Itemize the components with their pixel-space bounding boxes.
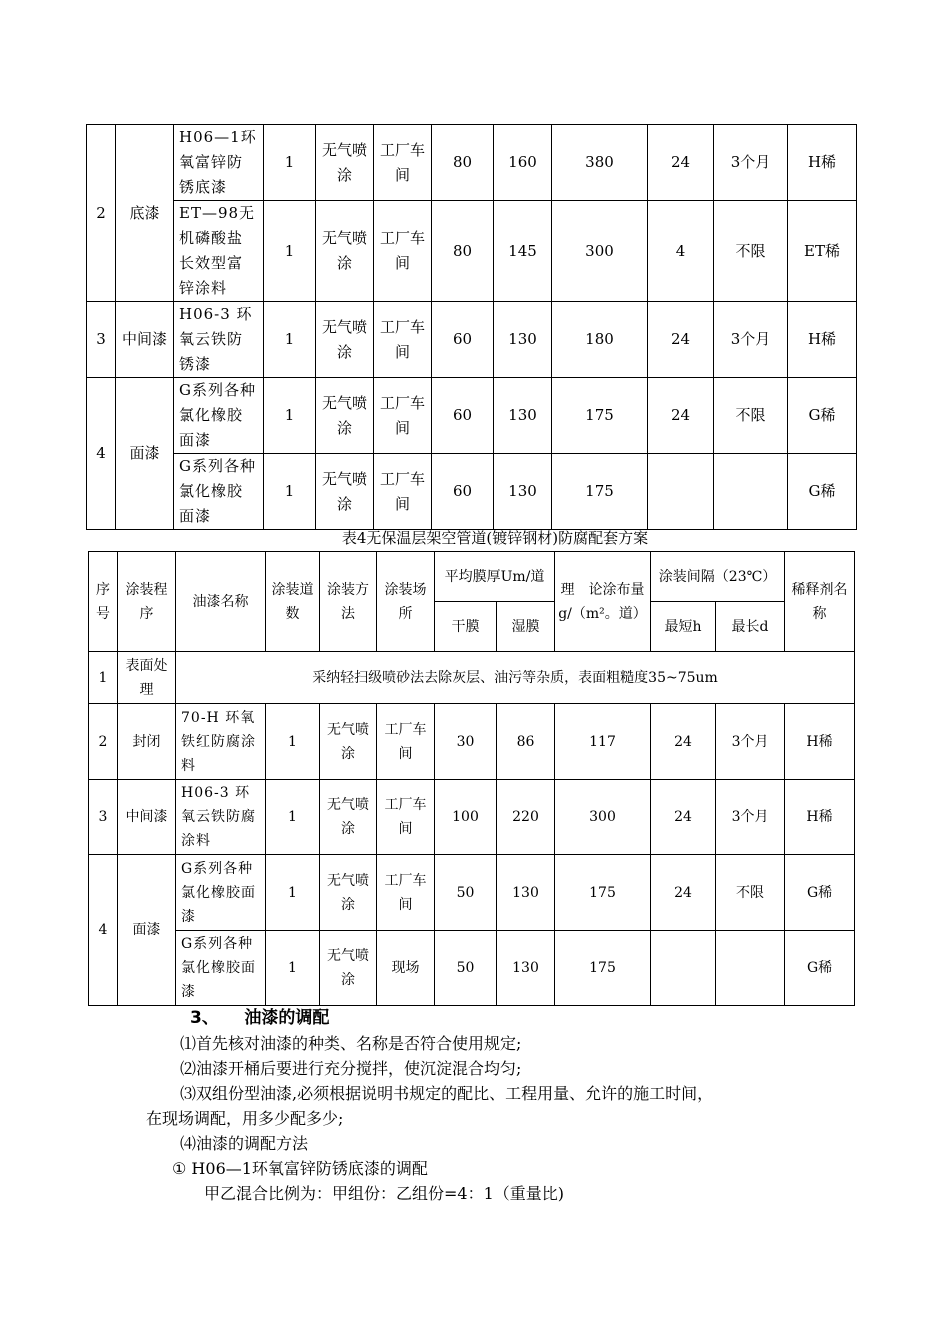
row-no: 3 — [87, 302, 116, 378]
interval-min: 24 — [648, 125, 714, 201]
header-row — [89, 552, 855, 602]
wet-film: 130 — [494, 378, 552, 454]
place: 工厂车间 — [377, 780, 435, 855]
wet-film: 130 — [497, 931, 555, 1006]
list-item: ① H06—1环氧富锌防锈底漆的调配 — [172, 1159, 428, 1178]
coats: 1 — [264, 454, 316, 530]
place: 工厂车间 — [377, 704, 435, 780]
method: 无气喷涂 — [320, 780, 377, 855]
paint-name: H06-3 环氧云铁防腐涂料 — [176, 780, 266, 855]
dry-film: 100 — [435, 780, 497, 855]
table-row — [87, 454, 857, 530]
header-paint: 油漆名称 — [176, 552, 266, 652]
paint-name: G系列各种氯化橡胶面漆 — [174, 378, 264, 454]
row-stage: 表面处理 — [118, 652, 176, 704]
method: 无气喷涂 — [316, 125, 374, 201]
header-interval: 涂装间隔（23℃） — [651, 552, 785, 602]
place: 工厂车间 — [374, 125, 432, 201]
interval-min: 24 — [648, 302, 714, 378]
thinner: ET稀 — [788, 201, 857, 302]
coats: 1 — [266, 780, 320, 855]
surface-treatment-desc: 采纳轻扫级喷砂法去除灰层、油污等杂质，表面粗糙度35~75um — [176, 652, 855, 704]
coats: 1 — [264, 125, 316, 201]
row-stage: 面漆 — [118, 855, 176, 1006]
paragraph: 在现场调配，用多少配多少; — [146, 1109, 344, 1128]
coverage: 175 — [552, 378, 648, 454]
header-wet: 湿膜 — [497, 602, 555, 652]
row-no: 1 — [89, 652, 118, 704]
wet-film: 86 — [497, 704, 555, 780]
interval-max — [716, 931, 785, 1006]
header-place: 涂装场所 — [377, 552, 435, 652]
coats: 1 — [266, 855, 320, 931]
dry-film: 80 — [432, 201, 494, 302]
thinner: H稀 — [785, 780, 855, 855]
table-row — [89, 855, 855, 931]
table-row — [89, 704, 855, 780]
method: 无气喷涂 — [320, 704, 377, 780]
paint-name: G系列各种氯化橡胶面漆 — [174, 454, 264, 530]
paragraph: ⑶双组份型油漆,必须根据说明书规定的配比、工程用量、允许的施工时间， — [180, 1084, 714, 1103]
place: 工厂车间 — [377, 855, 435, 931]
place: 工厂车间 — [374, 454, 432, 530]
coating-table-1 — [86, 124, 857, 530]
wet-film: 160 — [494, 125, 552, 201]
interval-max — [714, 454, 788, 530]
coverage: 300 — [555, 780, 651, 855]
coverage: 300 — [552, 201, 648, 302]
interval-max: 3个月 — [714, 125, 788, 201]
paint-name: H06—1环氧富锌防锈底漆 — [174, 125, 264, 201]
dry-film: 80 — [432, 125, 494, 201]
dry-film: 60 — [432, 378, 494, 454]
thinner: H稀 — [788, 125, 857, 201]
row-stage: 中间漆 — [116, 302, 174, 378]
coats: 1 — [264, 378, 316, 454]
coverage: 180 — [552, 302, 648, 378]
header-thinner: 稀释剂名 称 — [785, 552, 855, 652]
row-no: 3 — [89, 780, 118, 855]
interval-min — [648, 454, 714, 530]
table-row — [89, 931, 855, 1006]
dry-film: 60 — [432, 302, 494, 378]
place: 工厂车间 — [374, 201, 432, 302]
row-stage: 封闭 — [118, 704, 176, 780]
coats: 1 — [264, 201, 316, 302]
coverage: 380 — [552, 125, 648, 201]
paragraph: ⑵油漆开桶后要进行充分搅拌，使沉淀混合均匀; — [180, 1059, 522, 1078]
thinner: G稀 — [788, 454, 857, 530]
table-row — [89, 652, 855, 704]
interval-max: 不限 — [714, 378, 788, 454]
wet-film: 220 — [497, 780, 555, 855]
row-no: 4 — [89, 855, 118, 1006]
coating-table-2 — [88, 551, 855, 1006]
method: 无气喷涂 — [316, 454, 374, 530]
wet-film: 130 — [497, 855, 555, 931]
paint-name: G系列各种氯化橡胶面漆 — [176, 931, 266, 1006]
section-heading: 3、 油漆的调配 — [190, 1008, 330, 1028]
method: 无气喷涂 — [316, 378, 374, 454]
header-stage: 涂装程序 — [118, 552, 176, 652]
interval-max: 不限 — [714, 201, 788, 302]
header-coats: 涂装道数 — [266, 552, 320, 652]
method: 无气喷涂 — [320, 855, 377, 931]
header-min: 最短h — [651, 602, 716, 652]
interval-max: 3个月 — [714, 302, 788, 378]
interval-min: 24 — [648, 378, 714, 454]
interval-max: 不限 — [716, 855, 785, 931]
interval-max: 3个月 — [716, 780, 785, 855]
row-no: 2 — [87, 125, 116, 302]
header-method: 涂装方法 — [320, 552, 377, 652]
header-coverage: 理 论涂布量g/（m²。道） — [555, 552, 651, 652]
paragraph: ⑴首先核对油漆的种类、名称是否符合使用规定; — [180, 1034, 522, 1053]
wet-film: 130 — [494, 302, 552, 378]
dry-film: 50 — [435, 931, 497, 1006]
method: 无气喷涂 — [316, 302, 374, 378]
wet-film: 130 — [494, 454, 552, 530]
header-thickness: 平均膜厚Um/道 — [435, 552, 555, 602]
row-no: 4 — [87, 378, 116, 530]
table-row — [87, 378, 857, 454]
dry-film: 30 — [435, 704, 497, 780]
coats: 1 — [266, 704, 320, 780]
table-row — [89, 780, 855, 855]
row-stage: 底漆 — [116, 125, 174, 302]
dry-film: 50 — [435, 855, 497, 931]
header-dry: 干膜 — [435, 602, 497, 652]
method: 无气喷涂 — [316, 201, 374, 302]
thinner: G稀 — [785, 855, 855, 931]
coverage: 175 — [555, 931, 651, 1006]
list-item-detail: 甲乙混合比例为：甲组份：乙组份=4：1（重量比) — [204, 1184, 565, 1203]
coats: 1 — [266, 931, 320, 1006]
interval-max: 3个月 — [716, 704, 785, 780]
paint-name: G系列各种氯化橡胶面漆 — [176, 855, 266, 931]
dry-film: 60 — [432, 454, 494, 530]
paragraph: ⑷油漆的调配方法 — [180, 1134, 309, 1153]
wet-film: 145 — [494, 201, 552, 302]
table-row — [87, 201, 857, 302]
interval-min: 24 — [651, 704, 716, 780]
thinner: H稀 — [785, 704, 855, 780]
paint-name: H06-3 环氧云铁防锈漆 — [174, 302, 264, 378]
coverage: 175 — [552, 454, 648, 530]
table-row — [87, 302, 857, 378]
row-stage: 面漆 — [116, 378, 174, 530]
coats: 1 — [264, 302, 316, 378]
interval-min — [651, 931, 716, 1006]
paint-name: 70-H 环氧铁红防腐涂料 — [176, 704, 266, 780]
coverage: 117 — [555, 704, 651, 780]
thinner: H稀 — [788, 302, 857, 378]
header-no: 序号 — [89, 552, 118, 652]
thinner: G稀 — [788, 378, 857, 454]
interval-min: 4 — [648, 201, 714, 302]
place: 现场 — [377, 931, 435, 1006]
table-caption: 表4无保温层架空管道(镀锌钢材)防腐配套方案 — [341, 529, 649, 547]
header-max: 最长d — [716, 602, 785, 652]
thinner: G稀 — [785, 931, 855, 1006]
place: 工厂车间 — [374, 378, 432, 454]
table-row — [87, 125, 857, 201]
interval-min: 24 — [651, 855, 716, 931]
interval-min: 24 — [651, 780, 716, 855]
paint-name: ET—98无机磷酸盐长效型富锌涂料 — [174, 201, 264, 302]
method: 无气喷涂 — [320, 931, 377, 1006]
place: 工厂车间 — [374, 302, 432, 378]
row-stage: 中间漆 — [118, 780, 176, 855]
row-no: 2 — [89, 704, 118, 780]
coverage: 175 — [555, 855, 651, 931]
